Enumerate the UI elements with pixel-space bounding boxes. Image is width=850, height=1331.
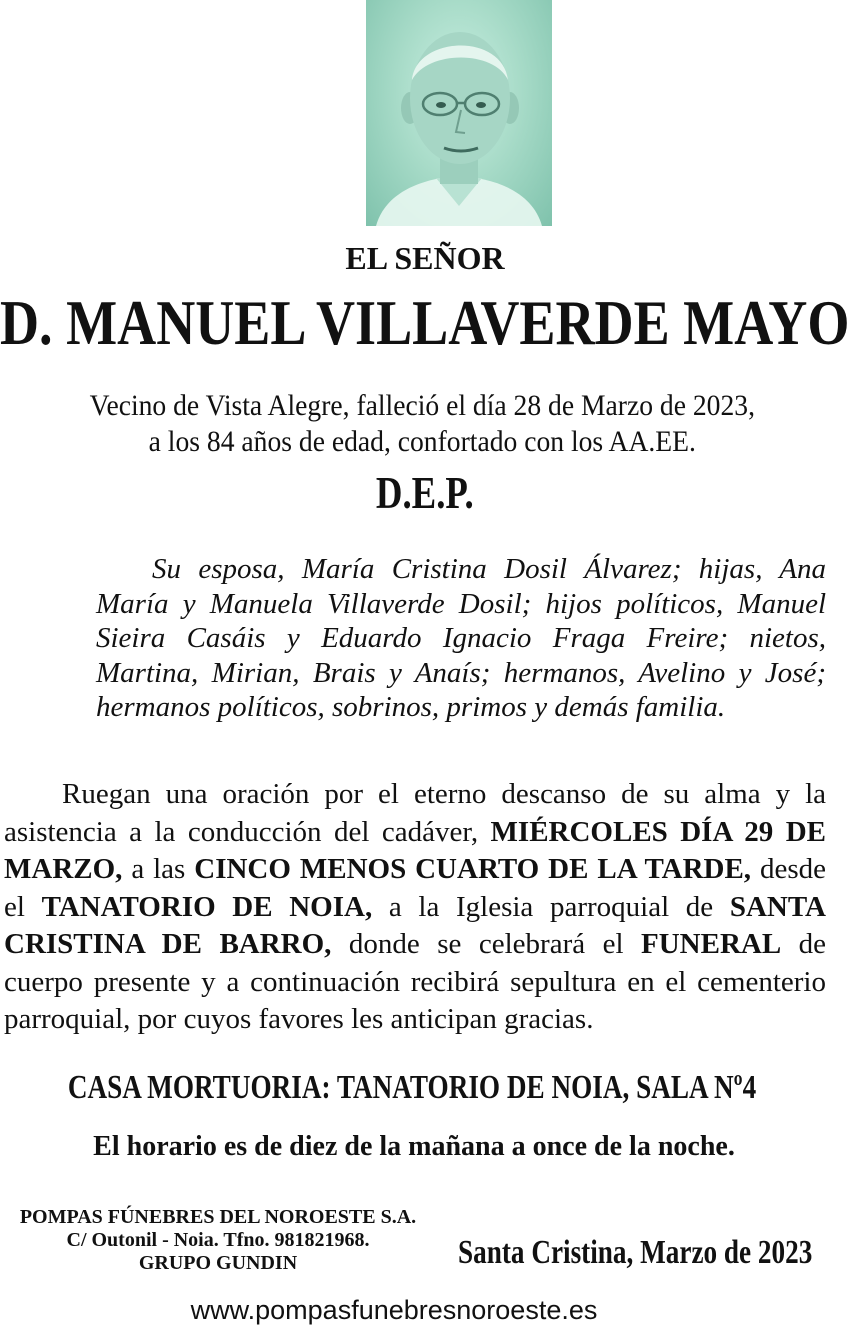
ceremony-day: MIÉRCOLES DÍA 29 DE MARZO, <box>4 815 826 885</box>
portrait-illustration <box>366 0 552 226</box>
ceremony-text: donde se celebrará el <box>331 928 641 960</box>
funeral-home-block <box>0 1206 436 1275</box>
deceased-name: D. MANUEL VILLAVERDE MAYO <box>0 287 850 358</box>
ceremony-text: a las <box>122 853 195 885</box>
ceremony-time: CINCO MENOS CUARTO DE LA TARDE, <box>194 853 752 885</box>
ceremony-funeral: FUNERAL <box>641 928 782 960</box>
funeral-home-name: POMPAS FÚNEBRES DEL NOROESTE S.A. <box>19 1206 417 1228</box>
ceremony-text: desde el <box>4 853 827 923</box>
ceremony-text: a la Iglesia parroquial de <box>372 890 730 923</box>
website-link[interactable]: www.pompasfunebresnoroeste.es <box>190 1295 598 1325</box>
place-date: Santa Cristina, Marzo de 2023 <box>458 1234 813 1271</box>
funeral-home-address: C/ Outonil - Noia. Tfno. 981821968. <box>66 1229 370 1251</box>
family-paragraph: Su esposa, María Cristina Dosil Álvarez; hijas, Ana María y Manuela Villaverde Dosil; hijos políticos, Manuel Sieira Casáis y Eduardo Ignacio Fraga Freire; nietos, Martina, Mirian, Brais y Anaís; hermanos, Avelino y José; hermanos políticos, sobrinos, primos y demás familia. <box>96 553 826 723</box>
honorific: EL SEÑOR <box>345 240 505 276</box>
ceremony-paragraph <box>4 776 826 1039</box>
funeral-home-group: GRUPO GUNDIN <box>138 1252 298 1274</box>
ceremony-origin: TANATORIO DE NOIA, <box>41 890 373 923</box>
ceremony-text: Ruegan una oración por el eterno descanso de su alma y la asistencia a la conducción del cadáver, <box>4 778 826 848</box>
announcement-line-2: a los 84 años de edad, confortado con los AA.EE. <box>148 425 696 458</box>
announcement-line-1: Vecino de Vista Alegre, falleció el día 28 de Marzo de 2023, <box>89 389 755 422</box>
ceremony-text: de cuerpo presente y a continuación recibirá sepultura en el cementerio parroquial, por cuyos favores les anticipan gracias. <box>4 928 827 1035</box>
dep-abbreviation: D.E.P. <box>375 467 474 518</box>
casa-mortuoria: CASA MORTUORIA: TANATORIO DE NOIA, SALA Nº4 <box>67 1069 757 1106</box>
ceremony-church: SANTA CRISTINA DE BARRO, <box>4 890 826 960</box>
deceased-portrait <box>366 0 552 226</box>
visiting-hours: El horario es de diez de la mañana a once de la noche. <box>93 1131 735 1162</box>
